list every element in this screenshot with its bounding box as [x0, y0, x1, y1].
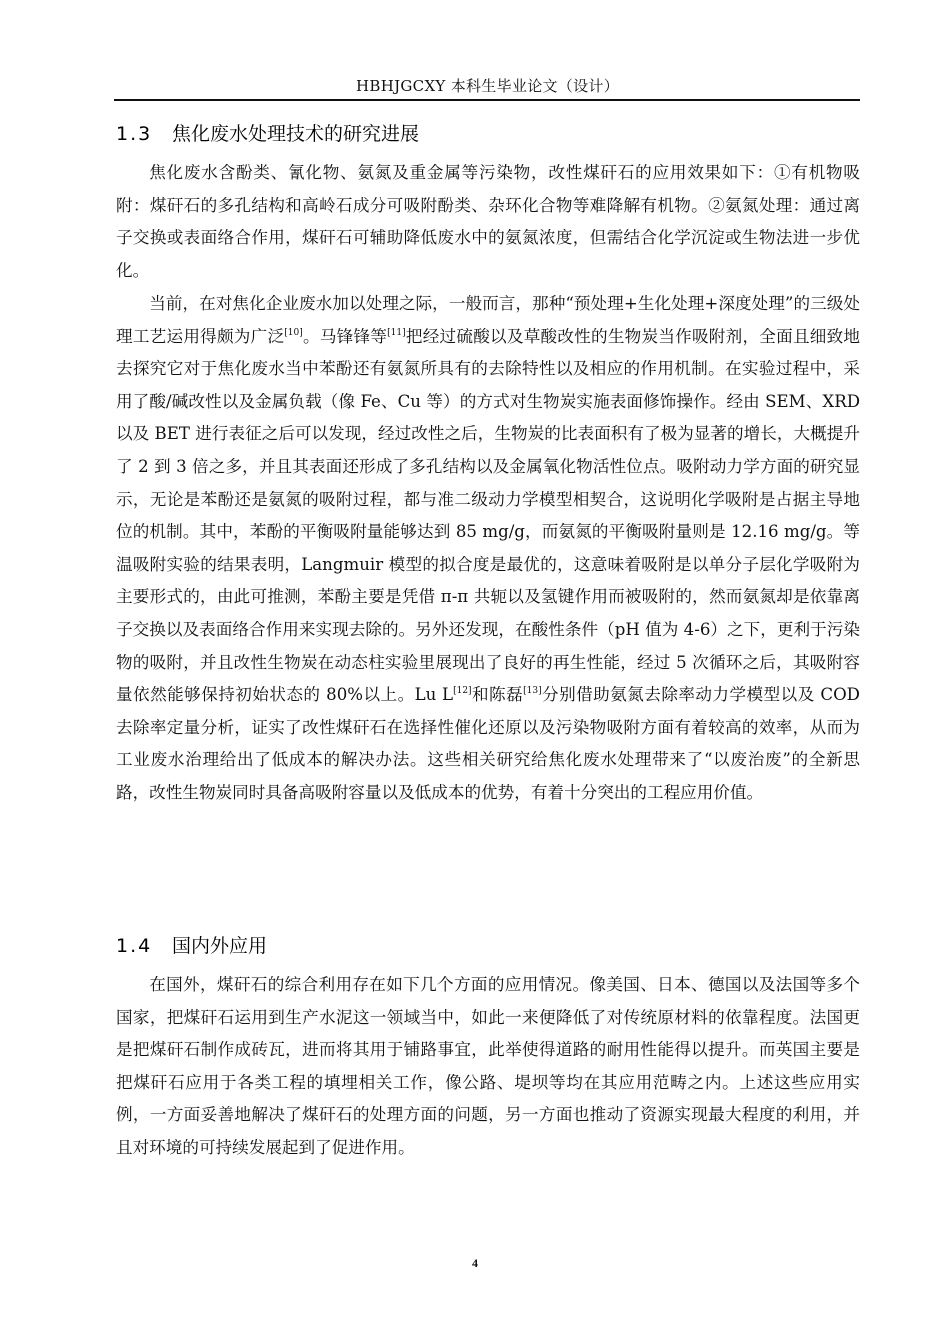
paragraph-1-4-1: 在国外，煤矸石的综合利用存在如下几个方面的应用情况。像美国、日本、德国以及法国等多个国家，把煤矸石运用到生产水泥这一领域当中，如此一来便降低了对传统原材料的依靠程度。法国更是把煤矸石制作成砖瓦，进而将其用于铺路事宜，此举使得道路的耐用性能得以提升。而英国主要是把煤矸石应用于各类工程的填埋相关工作，像公路、堤坝等均在其应用范畴之内。上述这些应用实例，一方面妥善地解决了煤矸石的处理方面的问题，另一方面也推动了资源实现最大程度的利用，并且对环境的可持续发展起到了促进作用。	[116, 975, 860, 1157]
paragraph-text: 和陈磊	[471, 685, 524, 705]
paragraph-text: 分别借助氨氮去除率动力学模型以及 COD 去除率定量分析，证实了改性煤矸石在选择性催化还原以及污染物吸附方面有着较高的效率，从而为工业废水治理给出了低成本的解决办法。这些相关研究给焦化废水处理带来了“以废治废”的全新思路，改性生物炭同时具备高吸附容量以及低成本的优势，有着十分突出的工程应用价值。	[116, 685, 860, 802]
header-rule	[114, 99, 860, 101]
section-number: 1.3	[116, 123, 153, 145]
paragraph-text: 当前，在对焦化企业废水加以处理之际，一般而言，那种“预处理+生化处理+深度处理”的三级处理工艺运用得颇为广泛	[116, 294, 860, 346]
section-title: 国内外应用	[172, 935, 268, 957]
citation-ref: [12]	[453, 686, 472, 697]
paragraph-1-3-2	[116, 288, 860, 810]
citation-ref: [11]	[387, 327, 406, 338]
paragraph-text: 把经过硫酸以及草酸改性的生物炭当作吸附剂，全面且细致地去探究它对于焦化废水当中苯酚还有氨氮所具有的去除特性以及相应的作用机制。在实验过程中，采用了酸/碱改性以及金属负载（像 Fe、Cu 等）的方式对生物炭实施表面修饰操作。经由 SEM、XRD 以及 BET 进行表征之后可以发现，经过改性之后，生物炭的比表面积有了极为显著的增长，大概提升了 2 到 3 倍之多，并且其表面还形成了多孔结构以及金属氧化物活性位点。吸附动力学方面的研究显示，无论是苯酚还是氨氮的吸附过程，都与准二级动力学模型相契合，这说明化学吸附是占据主导地位的机制。其中，苯酚的平衡吸附量能够达到 85 mg/g，而氨氮的平衡吸附量则是 12.16 mg/g。等温吸附实验的结果表明，Langmuir 模型的拟合度是最优的，这意味着吸附是以单分子层化学吸附为主要形式的，由此可推测，苯酚主要是凭借 π-π 共轭以及氢键作用而被吸附的，然而氨氮却是依靠离子交换以及表面络合作用来实现去除的。另外还发现，在酸性条件（pH 值为 4-6）之下，更利于污染物的吸附，并且改性生物炭在动态柱实验里展现出了良好的再生性能，经过 5 次循环之后，其吸附容量依然能够保持初始状态的 80%以上。Lu L	[116, 326, 861, 705]
section-heading-1-3	[116, 121, 860, 147]
section-heading-1-4	[116, 933, 860, 959]
paragraph-text: 。马锋锋等	[302, 326, 388, 346]
page-number: 4	[472, 1256, 478, 1270]
citation-ref: [13]	[523, 686, 542, 697]
running-header: HBHJGCXY 本科生毕业论文（设计）	[355, 77, 619, 95]
section-number: 1.4	[116, 935, 153, 957]
citation-ref: [10]	[284, 327, 303, 338]
section-title: 焦化废水处理技术的研究进展	[172, 123, 420, 145]
paragraph-1-3-1: 焦化废水含酚类、氰化物、氨氮及重金属等污染物，改性煤矸石的应用效果如下：①有机物吸附：煤矸石的多孔结构和高岭石成分可吸附酚类、杂环化合物等难降解有机物。②氨氮处理：通过离子交换或表面络合作用，煤矸石可辅助降低废水中的氨氮浓度，但需结合化学沉淀或生物法进一步优化。	[116, 163, 860, 280]
